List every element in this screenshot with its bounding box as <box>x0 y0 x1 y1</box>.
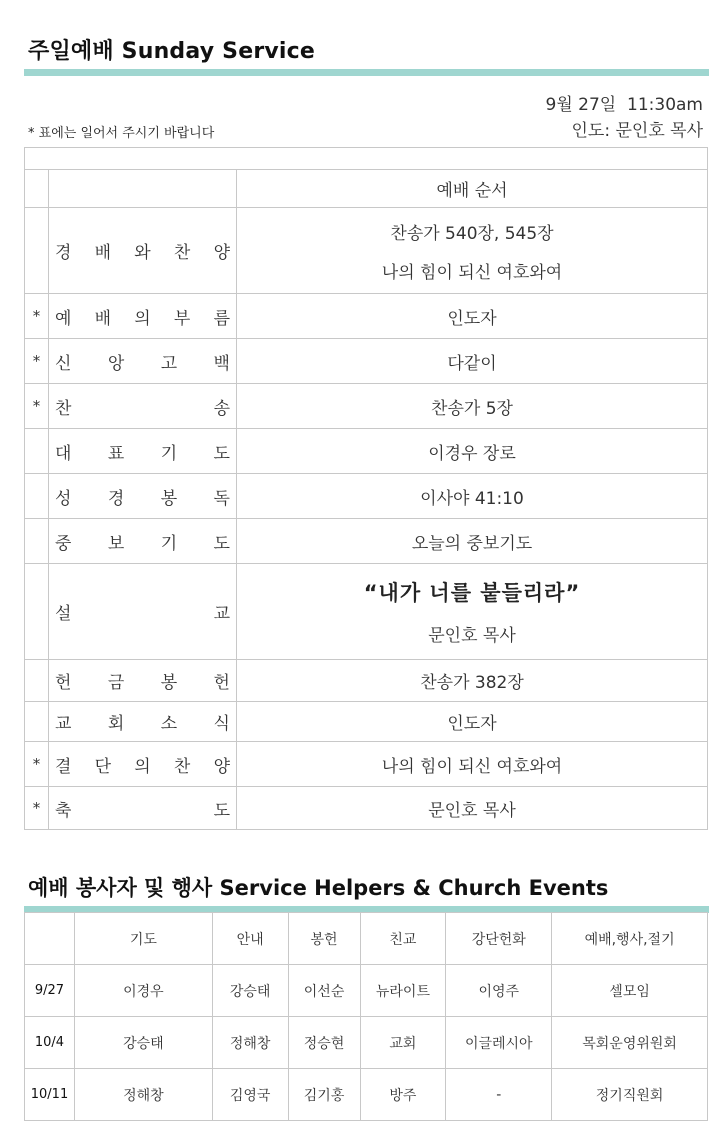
title-divider <box>24 69 709 76</box>
helpers-cell: 교회 <box>360 1017 446 1069</box>
order-item-char: 찬 <box>173 243 191 263</box>
helpers-column-header: 강단헌화 <box>446 913 552 965</box>
standing-marker: * <box>25 787 49 830</box>
helpers-column-header <box>25 913 75 965</box>
helpers-column-header: 봉헌 <box>288 913 360 965</box>
standing-marker <box>25 519 49 564</box>
order-row <box>25 702 708 742</box>
helpers-row <box>25 1017 708 1069</box>
helpers-cell: 목회운영위원회 <box>552 1017 708 1069</box>
order-content-line: 다같이 <box>447 353 497 374</box>
standing-marker <box>25 564 49 660</box>
helpers-column-header: 안내 <box>212 913 288 965</box>
helpers-cell: 정해창 <box>212 1017 288 1069</box>
order-item-char: 도 <box>213 443 230 464</box>
order-item-char: 교 <box>55 714 72 734</box>
order-item-char: 헌 <box>55 673 72 693</box>
order-row <box>25 660 708 702</box>
order-item <box>49 429 237 474</box>
order-content-line: 찬송가 5장 <box>431 398 513 419</box>
order-item-char: 찬 <box>55 398 72 419</box>
order-item <box>49 474 237 519</box>
order-item-char: 금 <box>107 673 125 693</box>
order-content <box>237 519 708 564</box>
order-item <box>49 384 237 429</box>
order-item-char: 앙 <box>107 353 125 374</box>
order-content <box>237 564 708 660</box>
order-item-char: 의 <box>134 308 151 329</box>
standing-marker: * <box>25 294 49 339</box>
order-content-line: 이경우 장로 <box>428 443 516 464</box>
order-content <box>237 702 708 742</box>
helpers-column-header: 친교 <box>360 913 446 965</box>
order-content-line: 나의 힘이 되신 여호와여 <box>381 756 563 777</box>
helpers-cell: - <box>446 1069 552 1121</box>
order-item-char: 경 <box>107 488 125 509</box>
helpers-row <box>25 965 708 1017</box>
order-row <box>25 519 708 564</box>
order-row <box>25 429 708 474</box>
order-content <box>237 787 708 830</box>
order-content-line: 이사야 41:10 <box>420 488 524 509</box>
helpers-cell: 셀모임 <box>552 965 708 1017</box>
order-of-worship-table <box>24 147 708 830</box>
order-item-char: 찬 <box>173 756 191 777</box>
order-content <box>237 339 708 384</box>
helpers-cell: 정승현 <box>288 1017 360 1069</box>
order-item <box>49 660 237 702</box>
helpers-header-row <box>25 913 708 965</box>
helpers-cell: 강승태 <box>212 965 288 1017</box>
order-item-char: 표 <box>107 443 125 464</box>
order-item <box>49 702 237 742</box>
order-item-char: 와 <box>134 243 151 263</box>
helpers-column-header: 예배,행사,절기 <box>552 913 708 965</box>
helpers-cell: 이영주 <box>446 965 552 1017</box>
order-item-char: 예 <box>55 308 72 329</box>
order-item-char: 결 <box>55 756 72 777</box>
standing-note: * 표에는 일어서 주시기 바랍니다 <box>28 126 215 141</box>
helpers-title: 예배 봉사자 및 행사 Service Helpers & Church Events <box>28 876 609 900</box>
order-item-char: 기 <box>160 443 178 464</box>
order-item-char: 단 <box>94 756 112 777</box>
order-item-char: 축 <box>55 800 72 821</box>
order-item-char: 설 <box>55 604 72 624</box>
order-header-label: 예배 순서 <box>237 170 708 208</box>
order-item <box>49 339 237 384</box>
order-item-char: 회 <box>107 714 125 734</box>
standing-marker <box>25 474 49 519</box>
order-item-char: 양 <box>213 756 230 777</box>
order-item-char: 도 <box>213 800 230 821</box>
order-row <box>25 294 708 339</box>
order-item-char: 름 <box>213 308 230 329</box>
order-content-line: 문인호 목사 <box>428 800 516 821</box>
standing-marker <box>25 702 49 742</box>
helpers-cell: 뉴라이트 <box>360 965 446 1017</box>
order-item-char: 봉 <box>160 488 178 509</box>
order-item-char: 양 <box>213 243 230 263</box>
order-item-char: 중 <box>55 533 72 554</box>
order-item <box>49 742 237 787</box>
helpers-cell: 김영국 <box>212 1069 288 1121</box>
helpers-cell: 김기홍 <box>288 1069 360 1121</box>
order-item-char: 보 <box>107 533 125 554</box>
helpers-table <box>24 912 708 1121</box>
order-content-line: 오늘의 중보기도 <box>411 533 533 554</box>
order-item-char: 배 <box>94 308 112 329</box>
order-item-char: 고 <box>160 353 178 374</box>
order-item-char: 성 <box>55 488 72 509</box>
order-content <box>237 294 708 339</box>
helpers-date-cell: 9/27 <box>25 965 75 1017</box>
standing-marker: * <box>25 339 49 384</box>
order-content-line-2: 문인호 목사 <box>428 626 516 646</box>
order-item <box>49 294 237 339</box>
order-item-char: 소 <box>160 714 178 734</box>
service-leader: 인도: 문인호 목사 <box>571 121 703 141</box>
helpers-cell: 정해창 <box>74 1069 212 1121</box>
order-item-char: 의 <box>134 756 151 777</box>
order-content-line-2: 나의 힘이 되신 여호와여 <box>381 262 563 283</box>
order-item-char: 도 <box>213 533 230 554</box>
helpers-cell: 이경우 <box>74 965 212 1017</box>
order-content-line: 찬송가 382장 <box>420 673 524 693</box>
order-item <box>49 564 237 660</box>
order-content <box>237 384 708 429</box>
order-row <box>25 742 708 787</box>
table-header-row <box>25 170 708 208</box>
order-content-line: 찬송가 540장, 545장 <box>390 223 554 244</box>
helpers-column-header: 기도 <box>74 913 212 965</box>
helpers-cell: 강승태 <box>74 1017 212 1069</box>
order-item-char: 교 <box>213 604 230 624</box>
order-row <box>25 208 708 294</box>
standing-marker <box>25 429 49 474</box>
order-item-char: 독 <box>213 488 230 509</box>
order-content <box>237 474 708 519</box>
standing-marker: * <box>25 742 49 787</box>
order-content <box>237 429 708 474</box>
page-title: 주일예배 Sunday Service <box>28 39 316 64</box>
order-item-char: 백 <box>213 353 230 374</box>
order-item-char: 대 <box>55 443 72 464</box>
order-content-line: “내가 너를 붙들리라” <box>363 581 581 605</box>
order-row <box>25 384 708 429</box>
order-item-char: 부 <box>173 308 191 329</box>
standing-marker <box>25 660 49 702</box>
helpers-row <box>25 1069 708 1121</box>
order-item-char: 배 <box>94 243 112 263</box>
order-item-char: 헌 <box>213 673 230 693</box>
order-content-line: 인도자 <box>447 308 497 329</box>
order-item-char: 송 <box>213 398 230 419</box>
order-item-char: 식 <box>213 714 230 734</box>
order-row <box>25 564 708 660</box>
order-item-char: 경 <box>55 243 72 263</box>
order-content <box>237 742 708 787</box>
order-item <box>49 787 237 830</box>
order-item <box>49 208 237 294</box>
order-content-line: 인도자 <box>447 714 497 734</box>
order-row <box>25 339 708 384</box>
order-content <box>237 208 708 294</box>
helpers-date-cell: 10/4 <box>25 1017 75 1069</box>
order-item-char: 기 <box>160 533 178 554</box>
helpers-cell: 이글레시아 <box>446 1017 552 1069</box>
order-row <box>25 787 708 830</box>
order-row <box>25 474 708 519</box>
order-item <box>49 519 237 564</box>
service-date-time: 9월 27일 11:30am <box>545 95 703 115</box>
helpers-cell: 정기직원회 <box>552 1069 708 1121</box>
helpers-cell: 이선순 <box>288 965 360 1017</box>
helpers-date-cell: 10/11 <box>25 1069 75 1121</box>
standing-marker: * <box>25 384 49 429</box>
standing-marker <box>25 208 49 294</box>
helpers-cell: 방주 <box>360 1069 446 1121</box>
order-item-char: 봉 <box>160 673 178 693</box>
order-item-char: 신 <box>55 353 72 374</box>
table-top-row <box>25 148 708 170</box>
order-content <box>237 660 708 702</box>
